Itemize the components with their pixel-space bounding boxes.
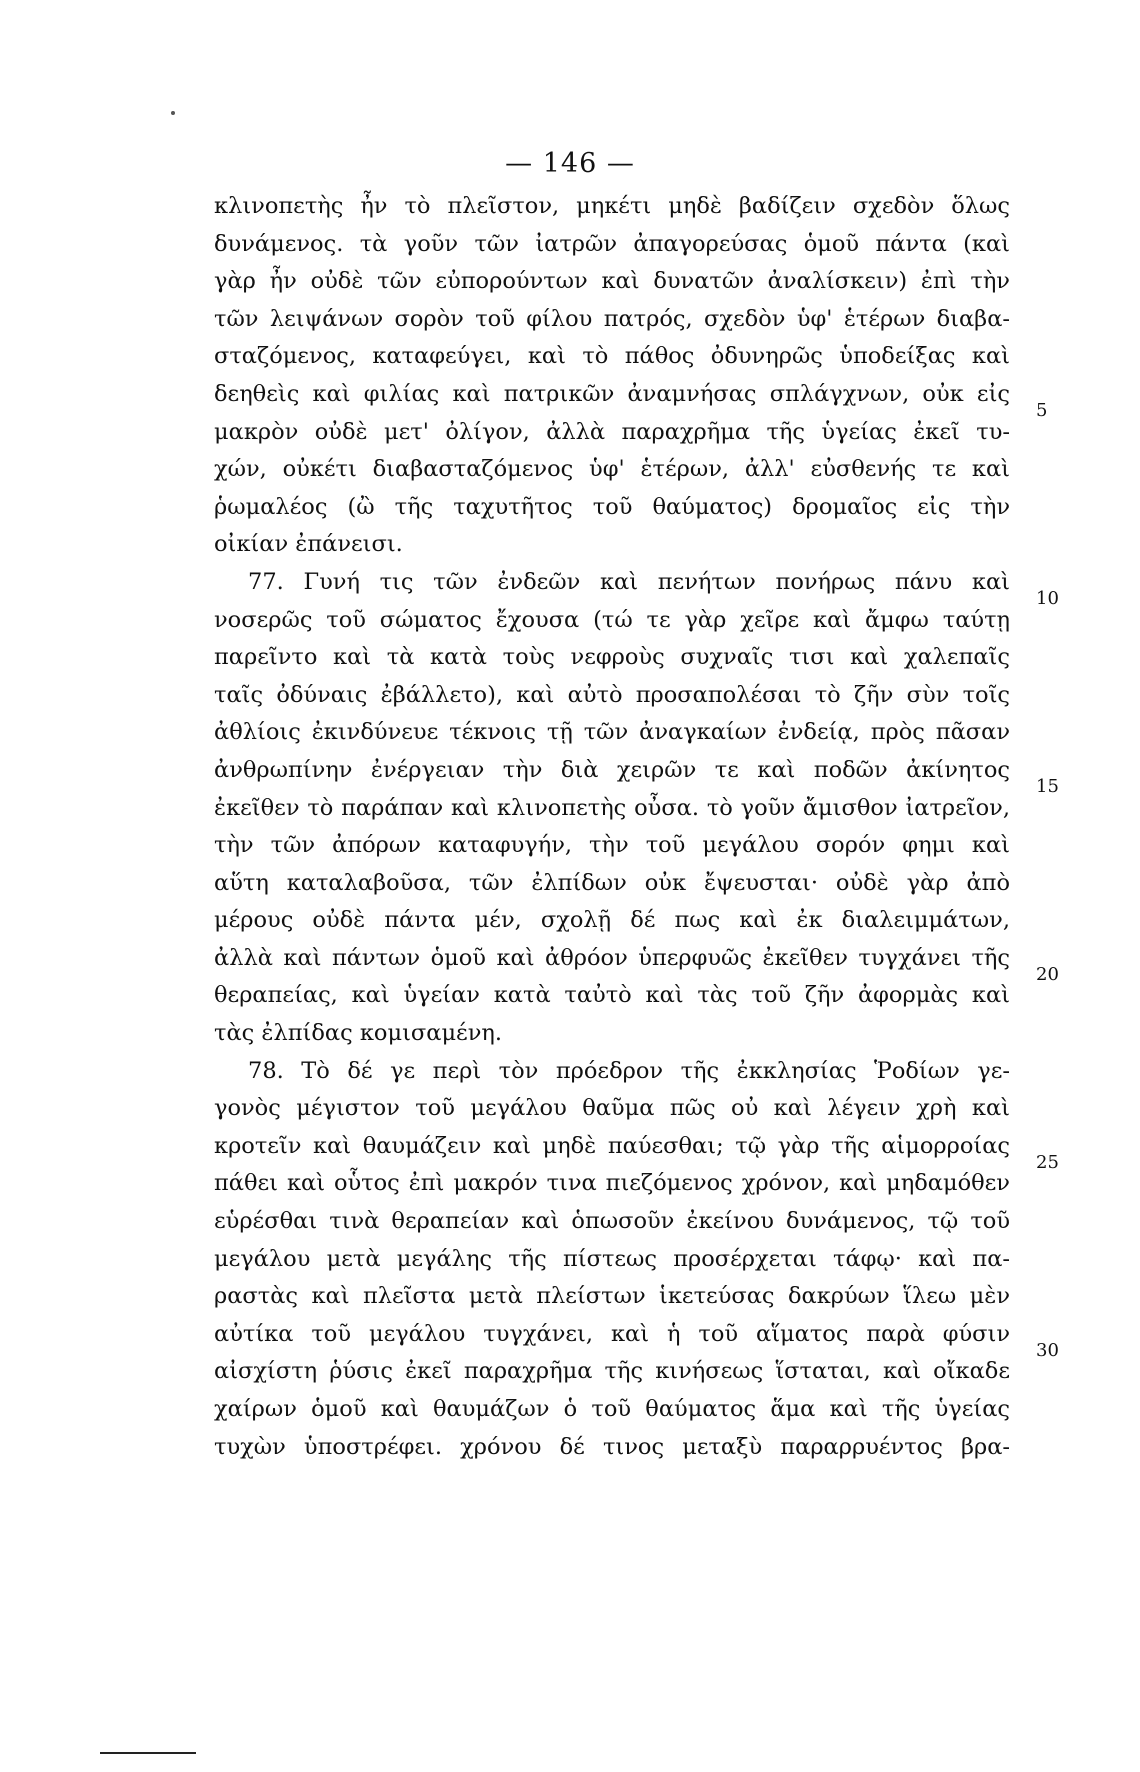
main-text	[214, 188, 1010, 1466]
text-line-13: παρεῖντο καὶ τὰ κατὰ τοὺς νεφροὺς συχναῖς τισι καὶ χαλεπαῖς	[214, 644, 1010, 671]
text-line-22: θεραπείας, καὶ ὑγείαν κατὰ ταὐτὸ καὶ τὰς τοῦ ζῆν ἀφορμὰς καὶ	[214, 982, 1010, 1009]
margin-line-number: 5	[1036, 400, 1048, 421]
text-line-16: ἀνθρωπίνην ἐνέργειαν τὴν διὰ χειρῶν τε καὶ ποδῶν ἀκίνητος	[214, 756, 1010, 783]
page-number: — 146 —	[505, 148, 635, 179]
text-line-15: ἀθλίοις ἐκινδύνευε τέκνοις τῇ τῶν ἀναγκαίων ἐνδείᾳ, πρὸς πᾶσαν	[214, 719, 1010, 746]
text-line-2: δυνάμενος. τὰ γοῦν τῶν ἰατρῶν ἀπαγορεύσας ὁμοῦ πάντα (καὶ	[214, 230, 1010, 257]
text-line-7: μακρὸν οὐδὲ μετ' ὀλίγον, ἀλλὰ παραχρῆμα τῆς ὑγείας ἐκεῖ τυ-	[214, 418, 1010, 445]
text-line-21: ἀλλὰ καὶ πάντων ὁμοῦ καὶ ἀθρόον ὑπερφυῶς ἐκεῖθεν τυγχάνει τῆς	[214, 944, 1010, 971]
stray-dot	[171, 111, 175, 115]
text-line-1: κλινοπετὴς ἦν τὸ πλεῖστον, μηκέτι μηδὲ βαδίζειν σχεδὸν ὅλως	[214, 193, 1010, 219]
text-line-33: χαίρων ὁμοῦ καὶ θαυμάζων ὁ τοῦ θαύματος ἅμα καὶ τῆς ὑγείας	[214, 1396, 1010, 1422]
text-line-23: τὰς ἐλπίδας κομισαμένη.	[214, 1020, 503, 1047]
text-line-29: μεγάλου μετὰ μεγάλης τῆς πίστεως προσέρχεται τάφῳ· καὶ πα-	[214, 1245, 1010, 1272]
text-line-31: αὐτίκα τοῦ μεγάλου τυγχάνει, καὶ ἡ τοῦ αἵματος παρὰ φύσιν	[214, 1320, 1010, 1347]
text-line-10: οἰκίαν ἐπάνεισι.	[214, 531, 403, 558]
section-77-start: 77. Γυνή τις τῶν ἐνδεῶν καὶ πενήτων πονήρως πάνυ καὶ	[248, 568, 1010, 595]
text-line-18: τὴν τῶν ἀπόρων καταφυγήν, τὴν τοῦ μεγάλου σορόν φημι καὶ	[214, 832, 1010, 859]
text-line-8: χών, οὐκέτι διαβασταζόμενος ὑφ' ἑτέρων, ἀλλ' εὐσθενής τε καὶ	[214, 456, 1010, 483]
text-line-14: ταῖς ὀδύναις ἐβάλλετο), καὶ αὐτὸ προσαπολέσαι τὸ ζῆν σὺν τοῖς	[214, 681, 1010, 708]
text-line-28: εὑρέσθαι τινὰ θεραπείαν καὶ ὁπωσοῦν ἐκείνου δυνάμενος, τῷ τοῦ	[214, 1208, 1010, 1235]
text-line-6: δεηθεὶς καὶ φιλίας καὶ πατρικῶν ἀναμνήσας σπλάγχνων, οὐκ εἰς	[214, 380, 1010, 407]
text-line-19: αὕτη καταλαβοῦσα, τῶν ἐλπίδων οὐκ ἔψευσται· οὐδὲ γὰρ ἀπὸ	[214, 869, 1010, 896]
margin-line-number: 25	[1036, 1152, 1059, 1173]
margin-line-number: 10	[1036, 588, 1059, 609]
section-78-start: 78. Τὸ δέ γε περὶ τὸν πρόεδρον τῆς ἐκκλησίας Ῥοδίων γε-	[248, 1057, 1010, 1084]
margin-line-number: 30	[1036, 1340, 1059, 1361]
text-line-3: γὰρ ἦν οὐδὲ τῶν εὐπορούντων καὶ δυνατῶν ἀναλίσκειν) ἐπὶ τὴν	[214, 268, 1010, 295]
text-line-32: αἰσχίστη ῥύσις ἐκεῖ παραχρῆμα τῆς κινήσεως ἵσταται, καὶ οἴκαδε	[214, 1358, 1010, 1385]
margin-line-number: 20	[1036, 964, 1059, 985]
text-line-34: τυχὼν ὑποστρέφει. χρόνου δέ τινος μεταξὺ παραρρυέντος βρα-	[214, 1433, 1010, 1460]
footer-rule	[100, 1752, 196, 1754]
text-line-12: νοσερῶς τοῦ σώματος ἔχουσα (τώ τε γὰρ χεῖρε καὶ ἄμφω ταύτῃ	[214, 606, 1010, 633]
text-line-20: μέρους οὐδὲ πάντα μέν, σχολῇ δέ πως καὶ ἐκ διαλειμμάτων,	[214, 907, 1010, 934]
text-line-9: ῥωμαλέος (ὢ τῆς ταχυτῆτος τοῦ θαύματος) δρομαῖος εἰς τὴν	[214, 493, 1010, 520]
text-line-27: πάθει καὶ οὗτος ἐπὶ μακρόν τινα πιεζόμενος χρόνον, καὶ μηδαμόθεν	[214, 1170, 1010, 1197]
margin-line-number: 15	[1036, 776, 1059, 797]
text-line-26: κροτεῖν καὶ θαυμάζειν καὶ μηδὲ παύεσθαι; τῷ γὰρ τῆς αἱμορροίας	[214, 1132, 1010, 1159]
text-line-25: γονὸς μέγιστον τοῦ μεγάλου θαῦμα πῶς οὐ καὶ λέγειν χρὴ καὶ	[214, 1095, 1010, 1122]
text-line-30: ραστὰς καὶ πλεῖστα μετὰ πλείστων ἱκετεύσας δακρύων ἵλεω μὲν	[214, 1283, 1010, 1310]
text-line-17: ἐκεῖθεν τὸ παράπαν καὶ κλινοπετὴς οὖσα. τὸ γοῦν ἄμισθον ἰατρεῖον,	[214, 794, 1010, 821]
text-line-5: σταζόμενος, καταφεύγει, καὶ τὸ πάθος ὀδυνηρῶς ὑποδείξας καὶ	[214, 343, 1010, 370]
text-line-4: τῶν λειψάνων σορὸν τοῦ φίλου πατρός, σχεδὸν ὑφ' ἑτέρων διαβα-	[214, 305, 1010, 332]
